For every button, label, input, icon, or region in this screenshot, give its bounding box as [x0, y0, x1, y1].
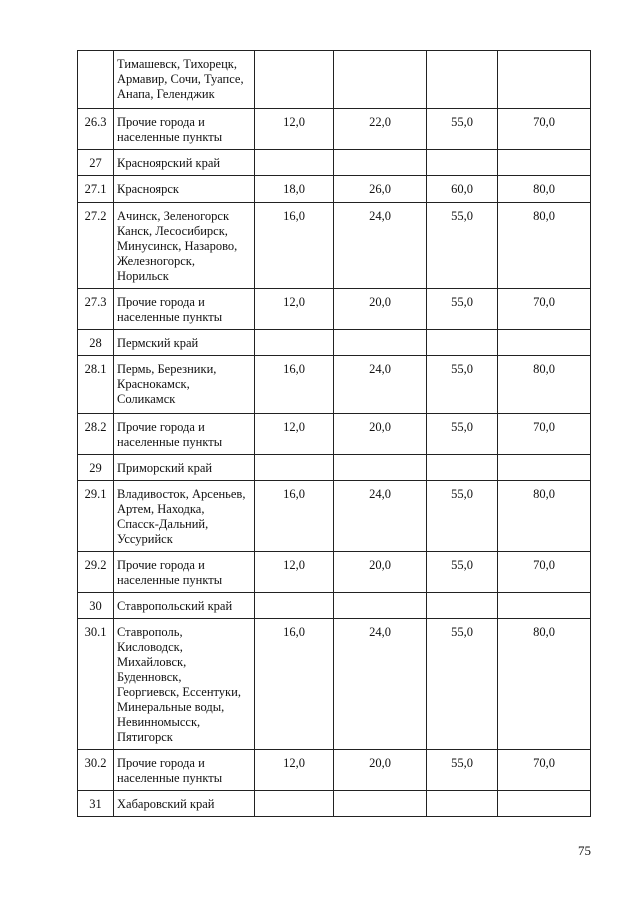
value-cell-2: [334, 593, 427, 619]
value-cell-4: 70,0: [498, 289, 591, 330]
value-cell-1: [255, 51, 334, 109]
row-number-cell: 27.2: [78, 203, 114, 289]
value-cell-2: 24,0: [334, 481, 427, 552]
table-row: [78, 455, 591, 481]
value-cell-3: [427, 791, 498, 817]
row-name-cell: Прочие города и населенные пункты: [114, 552, 255, 593]
value-cell-1: 12,0: [255, 414, 334, 455]
table-row: [78, 481, 591, 552]
value-cell-1: 16,0: [255, 203, 334, 289]
value-cell-3: 55,0: [427, 481, 498, 552]
row-number-cell: 30.1: [78, 619, 114, 750]
value-cell-2: 20,0: [334, 552, 427, 593]
value-cell-2: 20,0: [334, 289, 427, 330]
table-row: [78, 619, 591, 750]
table-row: [78, 330, 591, 356]
value-cell-2: 24,0: [334, 356, 427, 414]
value-cell-4: 80,0: [498, 176, 591, 203]
row-number-cell: 30: [78, 593, 114, 619]
value-cell-1: 12,0: [255, 750, 334, 791]
value-cell-3: 60,0: [427, 176, 498, 203]
table-row: [78, 593, 591, 619]
value-cell-3: [427, 330, 498, 356]
row-number-cell: 30.2: [78, 750, 114, 791]
value-cell-3: 55,0: [427, 289, 498, 330]
row-name-cell: Ставрополь, Кисловодск, Михайловск, Буденновск, Георгиевск, Ессентуки, Минеральные воды, Невинномысск, Пятигорск: [114, 619, 255, 750]
value-cell-4: [498, 455, 591, 481]
row-name-cell: Ставропольский край: [114, 593, 255, 619]
value-cell-2: 20,0: [334, 414, 427, 455]
row-name-cell: Прочие города и населенные пункты: [114, 750, 255, 791]
row-name-cell: Ачинск, Зеленогорск Канск, Лесосибирск, Минусинск, Назарово, Железногорск, Норильск: [114, 203, 255, 289]
table-row: [78, 750, 591, 791]
table-row: [78, 289, 591, 330]
row-name-cell: Пермь, Березники, Краснокамск, Соликамск: [114, 356, 255, 414]
row-name-cell: Пермский край: [114, 330, 255, 356]
value-cell-4: 80,0: [498, 356, 591, 414]
value-cell-1: 16,0: [255, 356, 334, 414]
row-name-cell: Красноярск: [114, 176, 255, 203]
value-cell-2: 24,0: [334, 203, 427, 289]
value-cell-2: [334, 330, 427, 356]
table-row: [78, 414, 591, 455]
row-name-cell: Прочие города и населенные пункты: [114, 109, 255, 150]
value-cell-2: [334, 455, 427, 481]
table-row: [78, 176, 591, 203]
row-number-cell: 29.1: [78, 481, 114, 552]
value-cell-2: 22,0: [334, 109, 427, 150]
value-cell-3: [427, 51, 498, 109]
value-cell-1: 16,0: [255, 481, 334, 552]
page-number: 75: [578, 843, 591, 858]
row-number-cell: 26.3: [78, 109, 114, 150]
value-cell-4: [498, 330, 591, 356]
value-cell-4: 70,0: [498, 414, 591, 455]
table-row: [78, 109, 591, 150]
value-cell-1: 12,0: [255, 289, 334, 330]
value-cell-3: [427, 455, 498, 481]
value-cell-4: 80,0: [498, 481, 591, 552]
row-number-cell: 27.1: [78, 176, 114, 203]
rates-table: [77, 50, 591, 817]
value-cell-4: [498, 150, 591, 176]
value-cell-2: 20,0: [334, 750, 427, 791]
value-cell-3: 55,0: [427, 619, 498, 750]
value-cell-2: [334, 51, 427, 109]
row-number-cell: 28.2: [78, 414, 114, 455]
value-cell-4: [498, 791, 591, 817]
row-name-cell: Прочие города и населенные пункты: [114, 414, 255, 455]
value-cell-4: 70,0: [498, 750, 591, 791]
row-name-cell: Приморский край: [114, 455, 255, 481]
value-cell-3: 55,0: [427, 414, 498, 455]
table-body: [78, 51, 591, 817]
table-row: [78, 356, 591, 414]
value-cell-3: 55,0: [427, 203, 498, 289]
value-cell-3: 55,0: [427, 552, 498, 593]
value-cell-1: [255, 330, 334, 356]
row-name-cell: Хабаровский край: [114, 791, 255, 817]
value-cell-3: [427, 150, 498, 176]
table-row: [78, 552, 591, 593]
row-name-cell: Красноярский край: [114, 150, 255, 176]
row-number-cell: [78, 51, 114, 109]
row-number-cell: 28.1: [78, 356, 114, 414]
value-cell-4: [498, 51, 591, 109]
row-number-cell: 29: [78, 455, 114, 481]
value-cell-2: 24,0: [334, 619, 427, 750]
value-cell-3: 55,0: [427, 356, 498, 414]
row-number-cell: 29.2: [78, 552, 114, 593]
value-cell-1: 12,0: [255, 552, 334, 593]
value-cell-1: 12,0: [255, 109, 334, 150]
value-cell-1: [255, 455, 334, 481]
row-number-cell: 31: [78, 791, 114, 817]
value-cell-3: [427, 593, 498, 619]
table-row: [78, 51, 591, 109]
row-name-cell: Владивосток, Арсеньев, Артем, Находка, Спасск-Дальний, Уссурийск: [114, 481, 255, 552]
row-number-cell: 28: [78, 330, 114, 356]
value-cell-1: [255, 791, 334, 817]
value-cell-2: [334, 150, 427, 176]
table-row: [78, 203, 591, 289]
value-cell-2: 26,0: [334, 176, 427, 203]
value-cell-2: [334, 791, 427, 817]
table-row: [78, 791, 591, 817]
value-cell-3: 55,0: [427, 750, 498, 791]
value-cell-1: 16,0: [255, 619, 334, 750]
value-cell-4: 80,0: [498, 203, 591, 289]
value-cell-4: 70,0: [498, 109, 591, 150]
value-cell-3: 55,0: [427, 109, 498, 150]
row-name-cell: Тимашевск, Тихорецк, Армавир, Сочи, Туапсе, Анапа, Геленджик: [114, 51, 255, 109]
row-number-cell: 27: [78, 150, 114, 176]
table-row: [78, 150, 591, 176]
row-name-cell: Прочие города и населенные пункты: [114, 289, 255, 330]
value-cell-1: [255, 150, 334, 176]
value-cell-4: 80,0: [498, 619, 591, 750]
value-cell-1: [255, 593, 334, 619]
value-cell-4: [498, 593, 591, 619]
value-cell-4: 70,0: [498, 552, 591, 593]
value-cell-1: 18,0: [255, 176, 334, 203]
row-number-cell: 27.3: [78, 289, 114, 330]
